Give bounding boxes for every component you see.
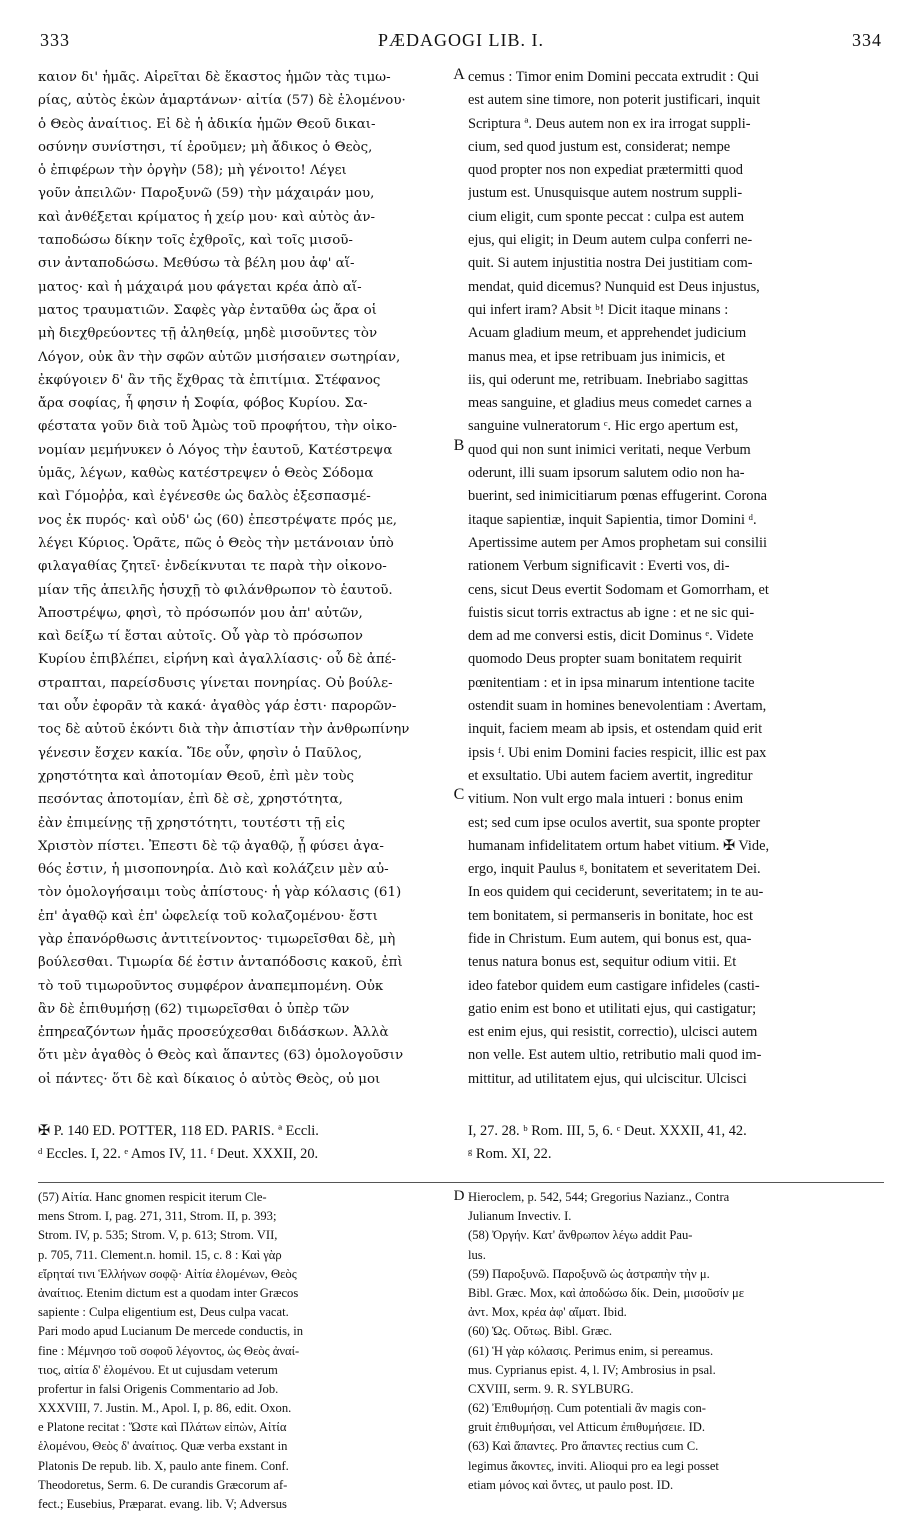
footnote-line: Pari modo apud Lucianum De mercede conductis, in <box>38 1324 304 1339</box>
notes-right-column <box>468 1188 886 1495</box>
latin-text-line: In eos quidem qui ceciderunt, severitatem; in te au- <box>468 884 764 901</box>
notes-left-column <box>38 1188 450 1514</box>
greek-text-line: γοῦν ἀπειλῶν· Παροξυνῶ (59) τὴν μάχαιράν μου, <box>38 186 375 202</box>
footnote-line: etiam μόνος καὶ ὄντες, ut paulo post. ID. <box>468 1477 674 1492</box>
latin-text-line: dem ad me conversi estis, dicit Dominus ᵉ. Videte <box>468 628 754 645</box>
footnote-line: Julianum Invectiv. I. <box>468 1209 572 1224</box>
latin-text-line: quod qui non sunt inimici veritati, neque Verbum <box>468 441 751 458</box>
latin-text-line: quomodo Deus propter suam bonitatem requirit <box>468 651 742 668</box>
greek-text-line: τὸν ὁμολογήσαιμι τοὺς ἀπίστους· ἡ γὰρ κόλασις (61) <box>38 885 402 901</box>
greek-text-line: νος ἐκ πυρός· καὶ οὐδ' ὡς (60) ἐπεστρέψατε πρός με, <box>38 512 398 528</box>
latin-text-line: itaque sapientiæ, inquit Sapientia, timor Domini ᵈ. <box>468 511 757 528</box>
footnote-line: mens Strom. I, pag. 271, 311, Strom. II, p. 393; <box>38 1209 277 1224</box>
footnote-line: (61) Ἡ γὰρ κόλασις. Perimus enim, si pereamus. <box>468 1343 714 1358</box>
footnote-line: ἀναίτιος. Etenim dictum est a quodam inter Græcos <box>38 1285 299 1300</box>
greek-text-line: οἱ πάντες· ὅτι δὲ καὶ δίκαιος ὁ αὐτὸς Θεὸς, οὐ μοι <box>38 1071 381 1087</box>
latin-text-line: ostendit suam in homines benevolentiam : Avertam, <box>468 698 767 715</box>
footnotes <box>38 1188 884 1518</box>
footnote-line: Bibl. Græc. Mox, καὶ ἀποδώσω δίκ. Dein, μισοῦσίν με <box>468 1285 744 1300</box>
latin-text-line: cemus : Timor enim Domini peccata extrudit : Qui <box>468 69 759 85</box>
footnote-line: (58) Ὀργήν. Κατ' ἄνθρωπον λέγω addit Pau- <box>468 1228 693 1243</box>
ref-line: ✠ P. 140 ED. POTTER, 118 ED. PARIS. ª Eccli. <box>38 1123 319 1139</box>
latin-text-line: manus mea, et ipse retribuam jus inimicis, et <box>468 348 725 365</box>
latin-text-line: est autem sine timore, non poterit justificari, inquit <box>468 92 761 109</box>
footnote-line: e Platone recitat : Ὥστε καὶ Πλάτων εἰπὼν, Αἰτία <box>38 1420 287 1435</box>
greek-text-line: Ἀποστρέψω, φησὶ, τὸ πρόσωπόν μου ἀπ' αὐτῶν, <box>38 605 363 621</box>
greek-text-line: στραπται, παρείσδυσις γίνεται πονηρίας. Οὐ βούλε- <box>38 675 393 691</box>
greek-text-line: φέστατα γοῦν διὰ τοῦ Ἀμὼς τοῦ προφήτου, τὴν οἰκο- <box>38 419 397 435</box>
latin-text-line: tenus natura bonus est, sequitur odium vitii. Et <box>468 954 737 971</box>
running-title: PÆDAGOGI LIB. I. <box>378 30 544 50</box>
greek-text-line: Λόγον, οὐκ ἂν τὴν σφῶν αὐτῶν μισήσαιεν σωτηρίαν, <box>38 349 401 365</box>
page-number-right: 334 <box>852 30 882 50</box>
latin-text-line: oderunt, illi suam ipsorum salutem odio non ha- <box>468 465 745 482</box>
greek-text-line: ὑμᾶς, λέγων, καθὼς κατέστρεψεν ὁ Θεὸς Σόδομα <box>38 466 374 482</box>
greek-text-line: τὸ τοῦ τιμωροῦντος συμφέρον ἀναπεμπομένη. Οὐκ <box>38 978 384 994</box>
footnote-line: Theodoretus, Serm. 6. De curandis Græcorum af- <box>38 1477 288 1492</box>
latin-text-line: est; sed cum ipse oculos avertit, sua sponte propter <box>468 814 761 831</box>
greek-text-line: ταποδώσω δίκην τοῖς ἐχθροῖς, καὶ τοῖς μισοῦ- <box>38 233 353 249</box>
footnote-line: (60) Ὡς. Οὕτως. Bibl. Græc. <box>468 1324 613 1339</box>
greek-text-line: λέγει Κύριος. Ὁρᾶτε, πῶς ὁ Θεὸς τὴν μετάνοιαν ὑπὸ <box>38 535 394 551</box>
greek-text-line: χρηστότητα καὶ ἀποτομίαν Θεοῦ, ἐπὶ μὲν τοὺς <box>38 768 354 784</box>
latin-text-line: ideo fatebor quidem eum castigare infideles (casti- <box>468 977 760 994</box>
footnote-line: Strom. IV, p. 535; Strom. V, p. 613; Strom. VII, <box>38 1228 278 1243</box>
section-mark-a: A <box>453 66 465 83</box>
greek-text-line: γὰρ ἐπανόρθωσις ἀντιτείνοντος· τιμωρεῖσθαι δὲ, μὴ <box>38 931 396 947</box>
greek-text-line: Χριστὸν πίστει. Ἐπεστι δὲ τῷ ἀγαθῷ, ᾗ φύσει ἀγα- <box>38 838 384 854</box>
divider-rule <box>38 1182 884 1183</box>
latin-text-line: et exsultatio. Ubi autem faciem avertit, ingreditur <box>468 767 753 784</box>
latin-text-line: fuistis sicut torris extractus ab igne : et ne sic qui- <box>468 604 755 621</box>
latin-text-line: tem bonitatem, si permanseris in bonitate, hoc est <box>468 907 753 924</box>
greek-text-line: ὁ Θεὸς ἀναίτιος. Εἰ δὲ ἡ ἀδικία ἡμῶν Θεοῦ δικαι- <box>38 116 376 132</box>
latin-text-line: meas sanguine, et gladius meus comedet carnes a <box>468 395 752 412</box>
section-mark-c: C <box>453 786 465 803</box>
greek-text-line: ὁ ἐπιφέρων τὴν ὀργὴν (58); μὴ γένοιτο! Λέγει <box>38 163 347 179</box>
main-text <box>38 66 884 1116</box>
latin-text-line: fide in Christum. Eum autem, qui bonus est, qua- <box>468 930 752 947</box>
latin-text-line: ipsis ᶠ. Ubi enim Domini facies respicit, illic est pax <box>468 744 767 761</box>
greek-text-line: μὴ διεχθρεύοντες τῇ ἀληθείᾳ, μηδὲ μισοῦντες τὸν <box>38 326 378 342</box>
footnote-line: gruit ἐπιθυμήσαι, vel Atticum ἐπιθυμήσειε. ID. <box>468 1420 706 1435</box>
footnote-line: τιος, αἰτία δ' ἑλομένου. Et ut cujusdam veterum <box>38 1362 278 1377</box>
page-number-left: 333 <box>40 30 70 50</box>
greek-text-line: ἐπηρεαζόντων ἡμᾶς προσεύχεσθαι διδάσκων. Ἀλλὰ <box>38 1025 389 1041</box>
greek-text-line: καὶ Γόμοῤῥα, καὶ ἐγένεσθε ὡς δαλὸς ἐξεσπασμέ- <box>38 489 371 505</box>
latin-text-line: qui infert iram? Absit ᵇ! Dicit itaque minans : <box>468 301 729 318</box>
footnote-line: mus. Cyprianus epist. 4, l. IV; Ambrosius in psal. <box>468 1362 716 1377</box>
greek-text-line: ἂν δὲ ἐπιθυμήσῃ (62) τιμωρεῖσθαι ὁ ὑπὲρ τῶν <box>38 1001 350 1017</box>
footnote-line: ἑλομένου, Θεὸς δ' ἀναίτιος. Quæ verba exstant in <box>38 1439 288 1454</box>
latin-text-line: sanguine vulneratorum ᶜ. Hic ergo apertum est, <box>468 418 739 435</box>
footnote-line: sapiente : Culpa eligentium est, Deus culpa vacat. <box>38 1305 289 1320</box>
greek-text-line: καὶ ἀνθέξεται κρίματος ἡ χείρ μου· καὶ αὐτὸς ἀν- <box>38 209 375 225</box>
refs-right <box>468 1120 886 1166</box>
greek-text-line: σιν ἀνταποδώσω. Μεθύσω τὰ βέλη μου ἀφ' αἵ- <box>38 256 355 272</box>
latin-text-line: iis, qui oderunt me, retribuam. Inebriabo sagittas <box>468 371 749 388</box>
latin-text-line: quit. Si autem injustitia nostra Dei justitiam com- <box>468 255 753 272</box>
greek-text-line: ἐπ' ἀγαθῷ καὶ ἐπ' ὠφελείᾳ τοῦ κολαζομένου· ἔστι <box>38 908 378 924</box>
greek-text-line: ἐκφύγοιεν δ' ἂν τῆς ἔχθρας τὰ ἐπιτίμια. Στέφανος <box>38 372 381 388</box>
footnote-line: (59) Παροξυνῶ. Παροξυνῶ ὡς ἀστραπὴν τὴν μ. <box>468 1266 710 1281</box>
footnote-line: XXXVIII, 7. Justin. M., Apol. I, p. 86, edit. Oxon. <box>38 1401 292 1416</box>
latin-text-line: inquit, faciem meam ab ipsis, et ostendam quid erit <box>468 721 763 738</box>
ref-line: ᵍ Rom. XI, 22. <box>468 1146 552 1162</box>
greek-text-line: τος δὲ αὐτοῦ ἑκόντι διὰ τὴν ἀπιστίαν τὴν ἀνθρωπίνην <box>38 722 410 738</box>
footnote-line: CXVIII, serm. 9. R. SYLBURG. <box>468 1381 634 1396</box>
greek-text-line: ἄρα σοφίας, ἧ φησιν ἡ Σοφία, φόβος Κυρίου. Σα- <box>38 396 368 412</box>
footnote-line: ἀντ. Mox, κρέα ἀφ' αἵματ. Ibid. <box>468 1305 627 1320</box>
ref-line: ᵈ Eccles. I, 22. ᵉ Amos IV, 11. ᶠ Deut. XXXII, 20. <box>38 1146 319 1162</box>
footnote-line: p. 705, 711. Clement.n. homil. 15, c. 8 : Καὶ γὰρ <box>38 1247 282 1262</box>
greek-text-line: βούλεσθαι. Τιμωρία δέ ἐστιν ἀνταπόδοσις κακοῦ, ἐπὶ <box>38 955 403 971</box>
greek-text-line: φιλαγαθίας ζητεῖ· ἐνδείκνυται τε παρὰ τὴν οἰκονο- <box>38 559 387 575</box>
latin-text-line: mendat, quid dicemus? Nunquid est Deus injustus, <box>468 278 760 295</box>
greek-text-line: ἐὰν ἐπιμείνῃς τῇ χρηστότητι, τουτέστι τῇ εἰς <box>38 815 345 831</box>
greek-text-line: θός ἐστιν, ἡ μισοπονηρία. Διὸ καὶ κολάζειν μὲν αὐ- <box>38 862 389 878</box>
footnote-line: fect.; Eusebius, Præparat. evang. lib. V; Adversus <box>38 1497 287 1511</box>
greek-text-line: οσύνην συνίστησι, τί ἐροῦμεν; μὴ ἄδικος ὁ Θεὸς, <box>38 139 373 155</box>
footnote-line: lus. <box>468 1247 486 1262</box>
latin-text-line: Apertissime autem per Amos prophetam sui consilii <box>468 534 767 551</box>
greek-text-line: ρίας, αὐτὸς ἑκὼν ἁμαρτάνων· αἰτία (57) δὲ ἑλομένου· <box>38 93 406 109</box>
latin-text-line: Scriptura ª. Deus autem non ex ira irrogat suppli- <box>468 115 751 132</box>
greek-text-line: ται οὖν ἐφορᾶν τὰ κακά· ἀγαθὸς γάρ ἐστι· παρορῶν- <box>38 699 397 715</box>
greek-text-line: μίαν τῆς ἀπειλῆς ἡσυχῇ τὸ φιλάνθρωπον τὸ ἑαυτοῦ. <box>38 582 393 598</box>
ref-line: I, 27. 28. ᵇ Rom. III, 5, 6. ᶜ Deut. XXXII, 41, 42. <box>468 1123 747 1139</box>
footnote-line: (63) Καὶ ἅπαντες. Pro ἅπαντες rectius cum C. <box>468 1439 699 1454</box>
greek-text-line: πεσόντας ἀποτομίαν, ἐπὶ δὲ σὲ, χρηστότητα, <box>38 792 343 808</box>
latin-text-line: quod propter nos non expediat prætermitti quod <box>468 162 743 179</box>
latin-column <box>468 66 886 1091</box>
section-marks <box>448 66 470 1116</box>
greek-text-line: ματος τραυματιῶν. Σαφὲς γὰρ ἐνταῦθα ὡς ἄρα οἱ <box>38 302 377 318</box>
scripture-references <box>38 1120 884 1180</box>
latin-text-line: pœnitentiam : et in ipsa minarum intentione tacite <box>468 674 755 691</box>
footnote-line: profertur in falsi Origenis Commentario ad Job. <box>38 1381 279 1396</box>
refs-left <box>38 1120 450 1166</box>
latin-text-line: Acuam gladium meum, et apprehendet judicium <box>468 325 747 342</box>
latin-text-line: buerint, sed inimicitiarum pœnas effugerint. Corona <box>468 488 768 505</box>
latin-text-line: vitium. Non vult ergo mala intueri : bonus enim <box>468 791 744 808</box>
section-mark-b: B <box>453 437 465 454</box>
greek-text-line: γένεσιν ἔσχεν κακία. Ἴδε οὖν, φησὶν ὁ Παῦλος, <box>38 745 363 761</box>
footnote-line: (57) Αἰτία. Hanc gnomen respicit iterum Cle- <box>38 1190 267 1204</box>
greek-text-line: νομίαν μεμήνυκεν ὁ Λόγος τὴν ἑαυτοῦ, Κατέστρεψα <box>38 442 393 458</box>
latin-text-line: justum est. Unusquisque autem nostrum suppli- <box>468 185 743 202</box>
greek-text-line: καὶ δείξω τί ἔσται αὐτοῖς. Οὗ γὰρ τὸ πρόσωπον <box>38 629 363 645</box>
latin-text-line: humanam infidelitatem ortum habet vitium. ✠ Vide, <box>468 837 770 854</box>
latin-text-line: cium, sed quod justum est, considerat; nempe <box>468 138 731 155</box>
latin-text-line: mittitur, ad utilitatem ejus, qui ulciscitur. Ulcisci <box>468 1070 747 1087</box>
greek-text-line: ὅτι μὲν ἀγαθὸς ὁ Θεὸς καὶ ἅπαντες (63) ὁμολογοῦσιν <box>38 1048 404 1064</box>
greek-text-line: Κυρίου ἐπιβλέπει, εἰρήνη καὶ ἀγαλλίασις· οὗ δὲ ἀπέ- <box>38 652 397 668</box>
latin-text-line: est enim ejus, qui resistit, correctio), ulcisci autem <box>468 1024 758 1041</box>
latin-text-line: non velle. Est autem ultio, retributio mali quod im- <box>468 1047 762 1064</box>
section-mark-d: D <box>453 1188 465 1204</box>
footnote-line: (62) Ἐπιθυμήσῃ. Cum potentiali ἂν magis con- <box>468 1401 706 1416</box>
latin-text-line: ergo, inquit Paulus ᵍ, bonitatem et severitatem Dei. <box>468 861 761 878</box>
latin-text-line: cens, sicut Deus evertit Sodomam et Gomorrham, et <box>468 581 769 598</box>
latin-text-line: gatio enim est bono et utilitati ejus, qui castigatur; <box>468 1000 757 1017</box>
footnote-line: Hieroclem, p. 542, 544; Gregorius Nazianz., Contra <box>468 1190 730 1204</box>
page-header <box>40 30 882 56</box>
footnote-line: legimus ἄκοντες, inviti. Alioqui pro ea legi posset <box>468 1458 719 1473</box>
greek-column <box>38 66 450 1091</box>
footnote-line: fine : Μέμνησο τοῦ σοφοῦ λέγοντος, ὡς Θεὸς ἀναί- <box>38 1343 300 1358</box>
latin-text-line: rationem Verbum significavit : Everti vos, di- <box>468 558 730 575</box>
latin-text-line: cium eligit, cum sponte peccat : culpa est autem <box>468 208 745 225</box>
footnote-line: Platonis De repub. lib. X, paulo ante finem. Conf. <box>38 1458 289 1473</box>
latin-text-line: ejus, qui eligit; in Deum autem culpa conferri ne- <box>468 232 753 249</box>
greek-text-line: καιον δι' ἡμᾶς. Αἱρεῖται δὲ ἕκαστος ἡμῶν τὰς τιμω- <box>38 70 391 85</box>
greek-text-line: ματος· καὶ ἡ μάχαιρά μου φάγεται κρέα ἀπὸ αἵ- <box>38 279 362 295</box>
footnote-line: εἴρηταί τινι Ἑλλήνων σοφῷ· Αἰτία ἑλομένων, Θεὸς <box>38 1266 297 1281</box>
